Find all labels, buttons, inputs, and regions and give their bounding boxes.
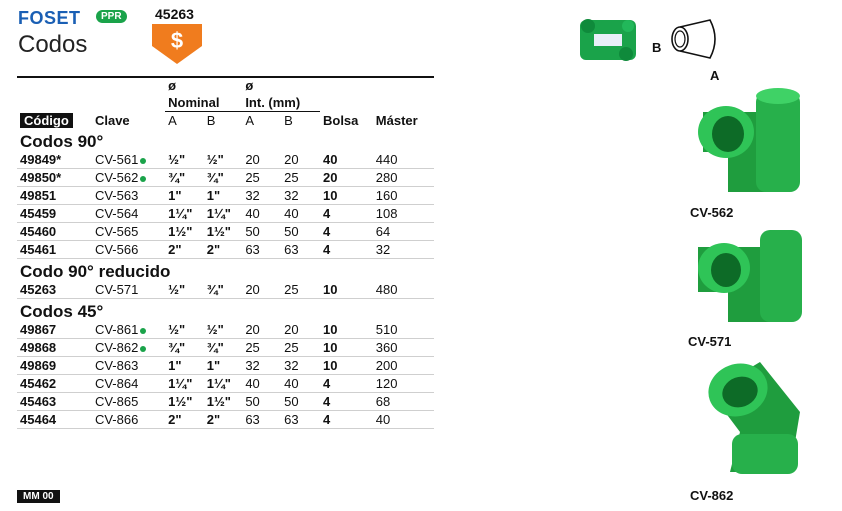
cell-clave: CV-864: [92, 375, 165, 393]
table-row: [17, 223, 434, 241]
cell-int-a: 40: [242, 205, 281, 223]
col-int-b: B: [281, 112, 320, 130]
cell-codigo: 45461: [17, 241, 92, 259]
cell-clave: CV-565: [92, 223, 165, 241]
cell-int-a: 50: [242, 223, 281, 241]
cell-nom-b: 2": [204, 241, 243, 259]
cell-bolsa: 10: [320, 339, 373, 357]
col-nominal: ø Nominal: [168, 78, 220, 110]
brand-logo: FOSET: [18, 8, 81, 28]
section-title: Codos 90°: [20, 132, 104, 151]
cell-clave: CV-561: [92, 151, 165, 169]
section-header: [17, 259, 434, 282]
caption-cv-862: CV-862: [690, 488, 734, 503]
cell-int-a: 25: [242, 169, 281, 187]
cell-nom-a: 1¼": [165, 205, 204, 223]
table-row: [17, 393, 434, 411]
cell-clave: CV-863: [92, 357, 165, 375]
cell-master: 120: [373, 375, 434, 393]
cell-bolsa: 10: [320, 357, 373, 375]
cell-master: 160: [373, 187, 434, 205]
product-code: 45263: [155, 6, 194, 22]
cell-bolsa: 4: [320, 241, 373, 259]
svg-text:$: $: [170, 28, 184, 53]
cell-int-b: 63: [281, 241, 320, 259]
cell-int-b: 32: [281, 187, 320, 205]
cell-bolsa: 10: [320, 281, 373, 299]
cell-clave: CV-571: [92, 281, 165, 299]
cell-master: 510: [373, 321, 434, 339]
cell-codigo: 45462: [17, 375, 92, 393]
cell-nom-b: ¾": [204, 169, 243, 187]
diagram-label-a: A: [710, 68, 720, 83]
table-row: [17, 375, 434, 393]
table-row: [17, 205, 434, 223]
cell-codigo: 45464: [17, 411, 92, 429]
table-row: [17, 321, 434, 339]
elbow-90-image: [688, 82, 818, 202]
col-nom-b: B: [204, 112, 243, 130]
cell-int-b: 25: [281, 281, 320, 299]
col-interior: ø Int. (mm): [245, 78, 301, 110]
section-title: Codos 45°: [20, 302, 104, 321]
table-row: [17, 241, 434, 259]
cell-int-a: 40: [242, 375, 281, 393]
cell-codigo: 49849*: [17, 151, 92, 169]
cell-nom-a: ½": [165, 151, 204, 169]
cell-nom-a: 1": [165, 187, 204, 205]
table-row: [17, 151, 434, 169]
cell-master: 108: [373, 205, 434, 223]
cell-int-a: 20: [242, 151, 281, 169]
cell-master: 360: [373, 339, 434, 357]
cell-master: 32: [373, 241, 434, 259]
section-header: [17, 299, 434, 322]
cell-int-b: 25: [281, 339, 320, 357]
cell-master: 480: [373, 281, 434, 299]
cell-clave: CV-563: [92, 187, 165, 205]
section-title: Codo 90° reducido: [20, 262, 171, 281]
cell-nom-a: ¾": [165, 169, 204, 187]
cell-bolsa: 20: [320, 169, 373, 187]
fitting-diagram: [666, 14, 726, 64]
cell-int-b: 63: [281, 411, 320, 429]
cell-nom-b: 1¼": [204, 205, 243, 223]
cell-int-b: 25: [281, 169, 320, 187]
cell-int-b: 20: [281, 321, 320, 339]
cell-nom-b: ¾": [204, 339, 243, 357]
dollar-arrow-icon: [152, 24, 202, 64]
cell-nom-a: ½": [165, 321, 204, 339]
table-row: [17, 187, 434, 205]
cell-int-b: 40: [281, 205, 320, 223]
elbow-45-image: [690, 352, 820, 482]
cell-master: 68: [373, 393, 434, 411]
cell-nom-a: ¾": [165, 339, 204, 357]
cell-nom-a: 1¼": [165, 375, 204, 393]
cell-nom-a: ½": [165, 281, 204, 299]
new-indicator-dot-icon: [140, 328, 146, 334]
ppr-badge: PPR: [96, 10, 127, 23]
cell-bolsa: 10: [320, 321, 373, 339]
cell-clave: CV-866: [92, 411, 165, 429]
cell-bolsa: 4: [320, 375, 373, 393]
cell-bolsa: 4: [320, 411, 373, 429]
cell-int-a: 20: [242, 321, 281, 339]
cell-int-b: 50: [281, 223, 320, 241]
col-codigo: Código: [17, 77, 92, 129]
cell-clave: CV-865: [92, 393, 165, 411]
cell-master: 200: [373, 357, 434, 375]
table-row: [17, 357, 434, 375]
package-image: [576, 12, 640, 68]
cell-clave: CV-564: [92, 205, 165, 223]
cell-nom-b: 1½": [204, 223, 243, 241]
cell-codigo: 45263: [17, 281, 92, 299]
cell-clave: CV-862: [92, 339, 165, 357]
cell-nom-b: 1¼": [204, 375, 243, 393]
cell-nom-a: 2": [165, 411, 204, 429]
product-table: [17, 77, 434, 429]
cell-master: 40: [373, 411, 434, 429]
elbow-reduced-image: [688, 222, 818, 332]
cell-codigo: 49850*: [17, 169, 92, 187]
cell-nom-b: ½": [204, 151, 243, 169]
cell-int-a: 32: [242, 187, 281, 205]
cell-int-a: 20: [242, 281, 281, 299]
cell-nom-b: 2": [204, 411, 243, 429]
cell-int-a: 32: [242, 357, 281, 375]
footer-tag: MM 00: [17, 490, 60, 503]
cell-int-b: 20: [281, 151, 320, 169]
cell-bolsa: 40: [320, 151, 373, 169]
table-row: [17, 169, 434, 187]
cell-bolsa: 4: [320, 223, 373, 241]
diagram-label-b: B: [652, 40, 662, 55]
cell-int-b: 50: [281, 393, 320, 411]
table-row: [17, 411, 434, 429]
cell-master: 440: [373, 151, 434, 169]
cell-codigo: 45460: [17, 223, 92, 241]
cell-int-b: 32: [281, 357, 320, 375]
table-row: [17, 281, 434, 299]
cell-bolsa: 4: [320, 393, 373, 411]
col-nom-a: A: [165, 112, 204, 130]
caption-cv-571: CV-571: [688, 334, 732, 349]
cell-nom-b: 1": [204, 187, 243, 205]
cell-bolsa: 10: [320, 187, 373, 205]
caption-cv-562: CV-562: [690, 205, 734, 220]
cell-nom-a: 1½": [165, 393, 204, 411]
cell-nom-b: ¾": [204, 281, 243, 299]
col-int-a: A: [242, 112, 281, 130]
col-clave: Clave: [94, 113, 130, 128]
new-indicator-dot-icon: [140, 176, 146, 182]
cell-int-a: 63: [242, 411, 281, 429]
cell-int-b: 40: [281, 375, 320, 393]
cell-int-a: 63: [242, 241, 281, 259]
cell-codigo: 49868: [17, 339, 92, 357]
cell-master: 64: [373, 223, 434, 241]
cell-nom-a: 1½": [165, 223, 204, 241]
cell-master: 280: [373, 169, 434, 187]
cell-clave: CV-861: [92, 321, 165, 339]
cell-codigo: 45459: [17, 205, 92, 223]
cell-codigo: 45463: [17, 393, 92, 411]
cell-int-a: 25: [242, 339, 281, 357]
new-indicator-dot-icon: [140, 346, 146, 352]
page-title: Codos: [18, 31, 88, 58]
cell-nom-a: 1": [165, 357, 204, 375]
new-indicator-dot-icon: [140, 158, 146, 164]
cell-nom-b: ½": [204, 321, 243, 339]
cell-nom-b: 1": [204, 357, 243, 375]
section-header: [17, 129, 434, 151]
cell-bolsa: 4: [320, 205, 373, 223]
cell-codigo: 49851: [17, 187, 92, 205]
table-row: [17, 339, 434, 357]
cell-int-a: 50: [242, 393, 281, 411]
cell-clave: CV-562: [92, 169, 165, 187]
cell-codigo: 49867: [17, 321, 92, 339]
cell-nom-a: 2": [165, 241, 204, 259]
cell-codigo: 49869: [17, 357, 92, 375]
col-master: Máster: [375, 113, 418, 128]
cell-clave: CV-566: [92, 241, 165, 259]
col-bolsa: Bolsa: [322, 113, 359, 128]
cell-nom-b: 1½": [204, 393, 243, 411]
